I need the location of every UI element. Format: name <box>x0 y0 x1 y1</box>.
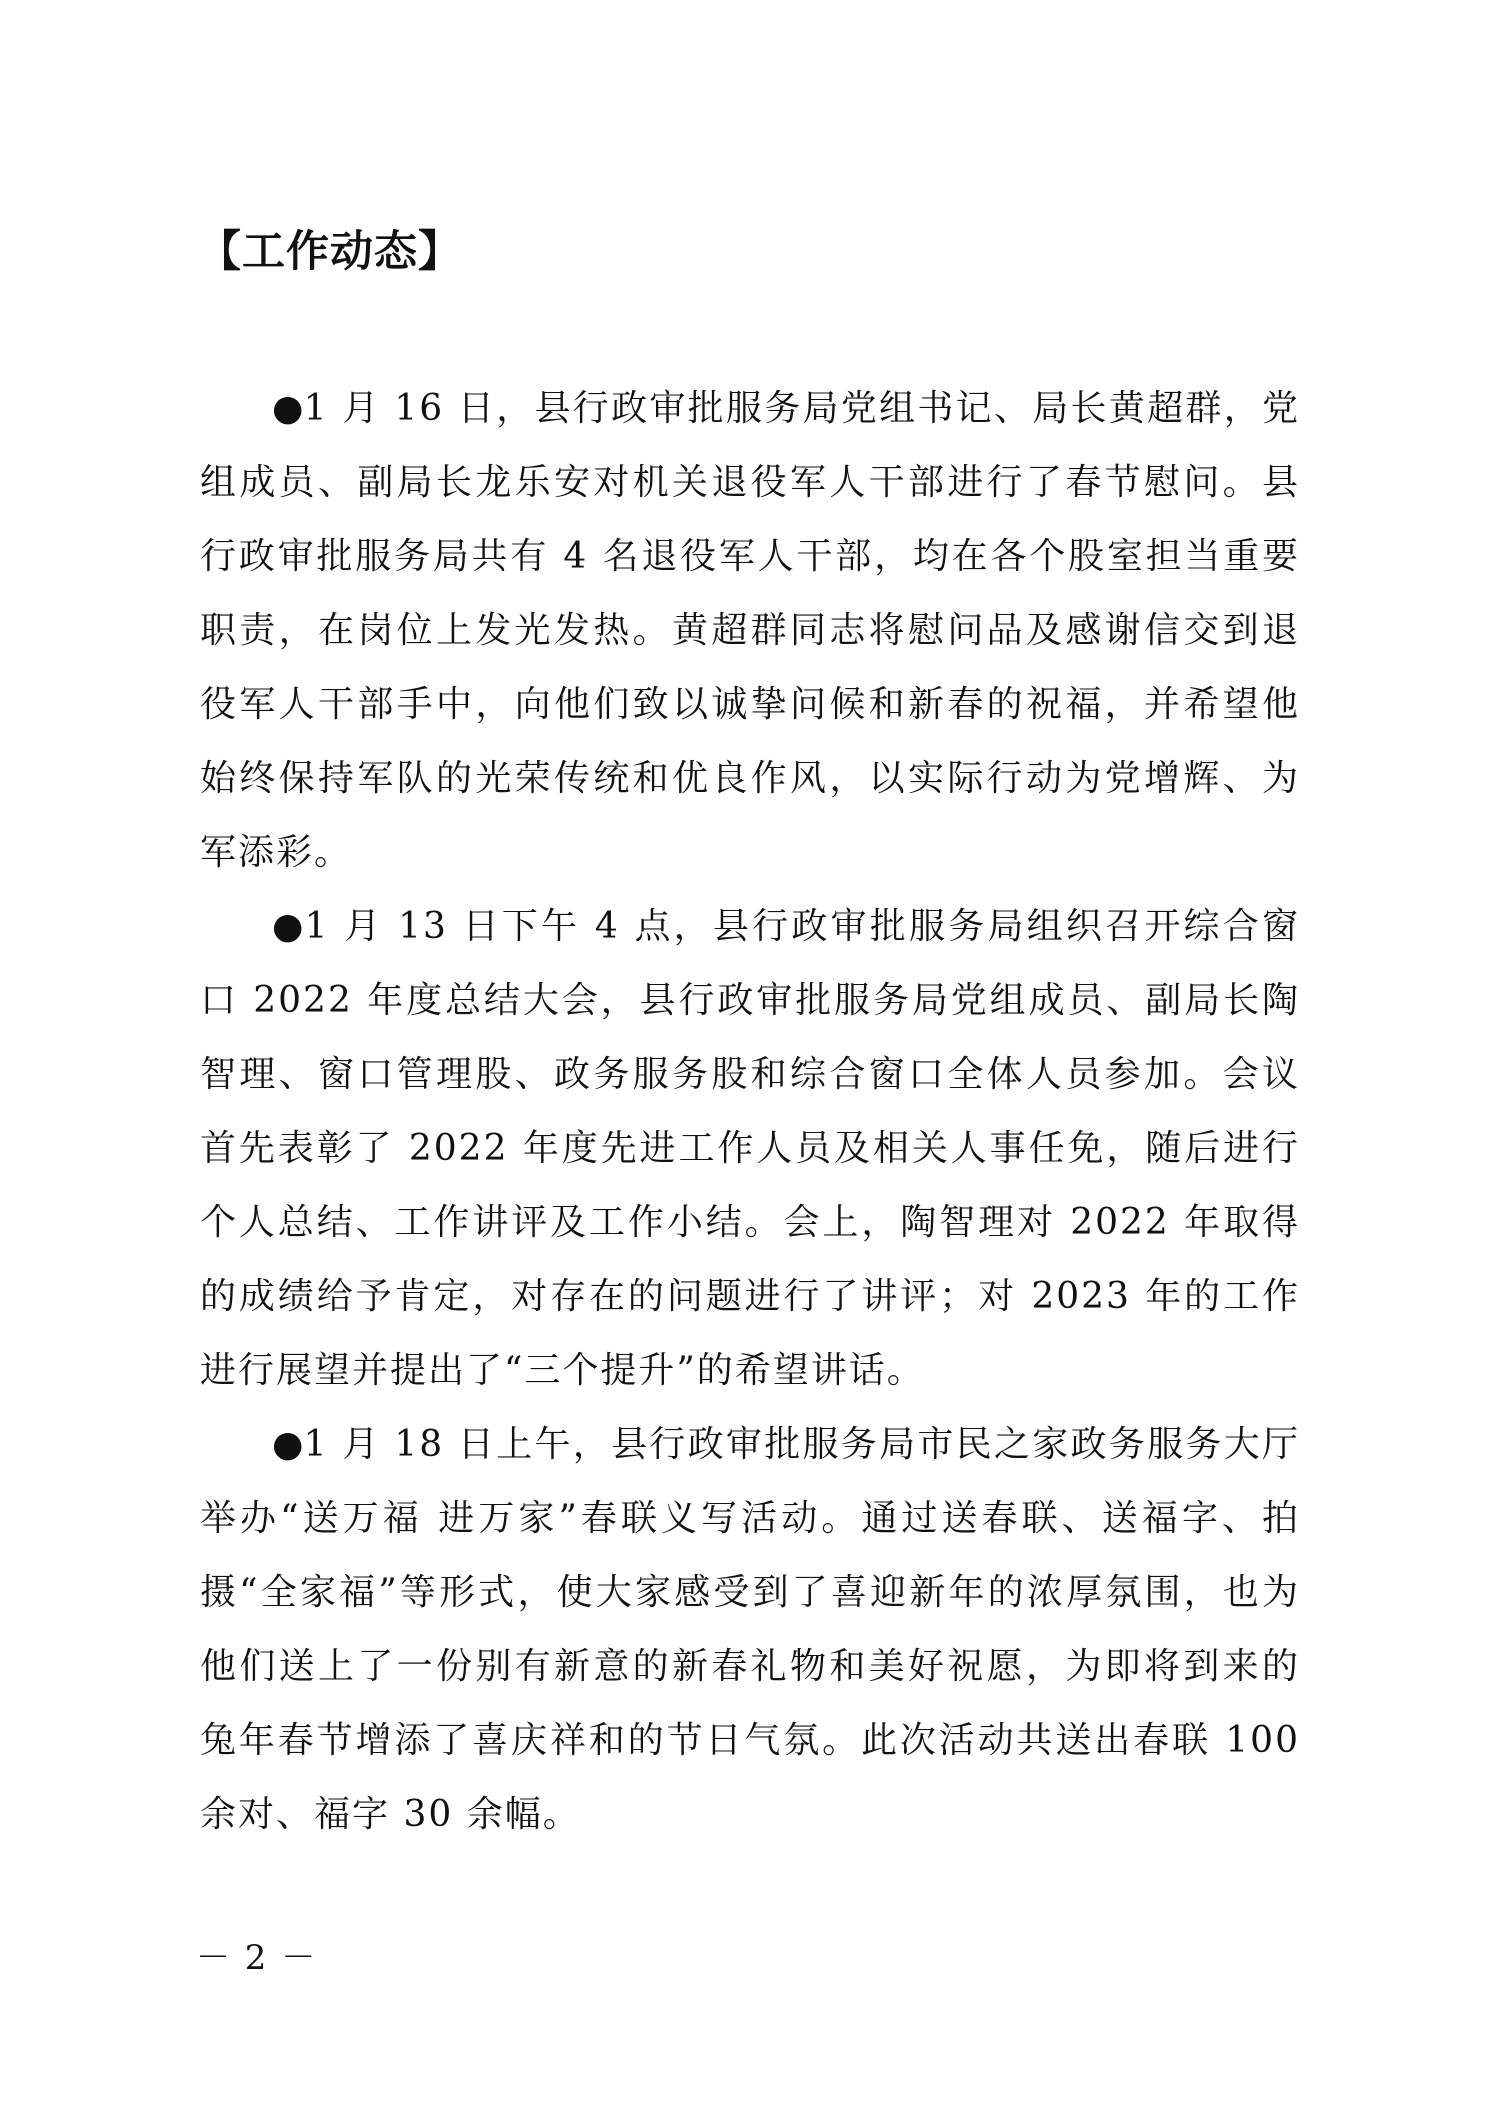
news-item-text: 1 月 18 日上午，县行政审批服务局市民之家政务服务大厅举办“送万福 进万家”春联义写活动。通过送春联、送福字、拍摄“全家福”等形式，使大家感受到了喜迎新年的浓厚氛围，也为他们送上了一份别有新意的新春礼物和美好祝愿，为即将到来的兔年春节增添了喜庆祥和的节日气氛。此次活动共送出春联 100 余对、福字 30 余幅。 <box>200 1424 1300 1835</box>
page-number: － 2 － <box>196 1938 318 1978</box>
bullet-icon: ● <box>272 906 305 947</box>
news-item-text: 1 月 13 日下午 4 点，县行政审批服务局组织召开综合窗口 2022 年度总结大会，县行政审批服务局党组成员、副局长陶智理、窗口管理股、政务服务股和综合窗口全体人员参加。会议首先表彰了 2022 年度先进工作人员及相关人事任免，随后进行个人总结、工作讲评及工作小结。会上，陶智理对 2022 年取得的成绩给予肯定，对存在的问题进行了讲评；对 2023 年的工作进行展望并提出了“三个提升”的希望讲话。 <box>200 906 1300 1391</box>
bullet-icon: ● <box>272 388 304 429</box>
news-item-1 <box>200 372 1300 890</box>
bullet-icon: ● <box>272 1424 304 1465</box>
news-body <box>200 372 1300 1852</box>
news-item-2 <box>200 890 1300 1408</box>
news-item-text: 1 月 16 日，县行政审批服务局党组书记、局长黄超群，党组成员、副局长龙乐安对机关退役军人干部进行了春节慰问。县行政审批服务局共有 4 名退役军人干部，均在各个股室担当重要职责，在岗位上发光发热。黄超群同志将慰问品及感谢信交到退役军人干部手中，向他们致以诚挚问候和新春的祝福，并希望他始终保持军队的光荣传统和优良作风，以实际行动为党增辉、为军添彩。 <box>200 388 1300 873</box>
section-title: 【工作动态】 <box>198 227 462 277</box>
news-item-3 <box>200 1408 1300 1852</box>
